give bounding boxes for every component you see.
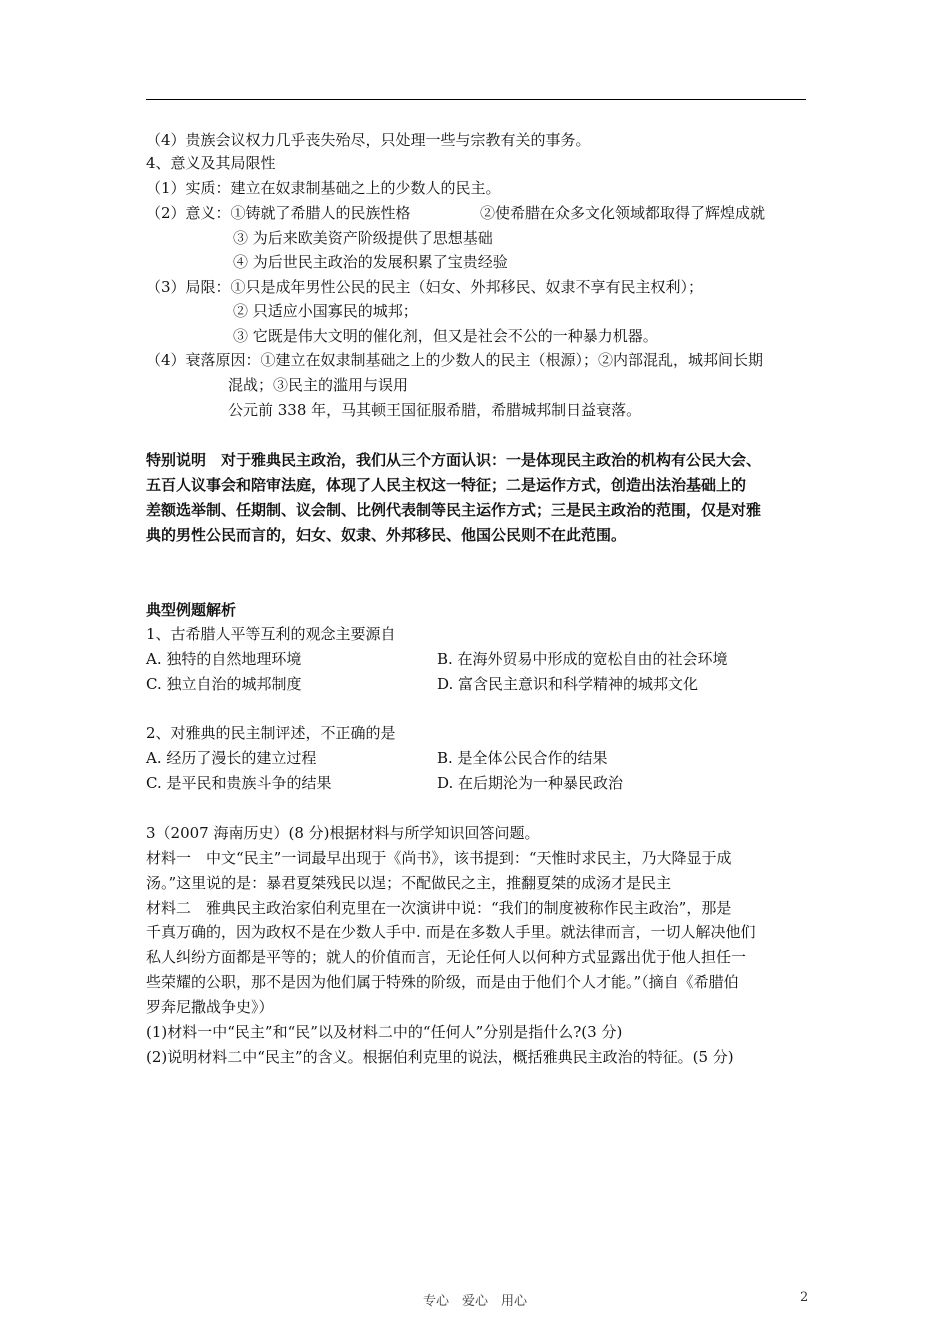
material-1-line2: 汤。”这里说的是：暴君夏桀残民以逞；不配做民之主，推翻夏桀的成汤才是民主 bbox=[146, 874, 672, 892]
significance-item-4: ④ 为后世民主政治的发展积累了宝贵经验 bbox=[233, 253, 508, 271]
question-1-option-c: C. 独立自治的城邦制度 bbox=[146, 675, 302, 693]
decline-item-line3: 公元前 338 年，马其顿王国征服希腊，希腊城邦制日益衰落。 bbox=[228, 401, 642, 419]
sub-question-2: (2)说明材料二中“民主”的含义。根据伯利克里的说法，概括雅典民主政治的特征。(5 分) bbox=[146, 1048, 734, 1066]
examples-heading: 典型例题解析 bbox=[146, 601, 237, 619]
material-2-line3: 私人纠纷方面都是平等的；就人的价值而言，无论任何人以何种方式显露出优于他人担任一 bbox=[146, 948, 747, 966]
sub-question-1: (1)材料一中“民主”和“民”以及材料二中的“任何人”分别是指什么?(3 分) bbox=[146, 1023, 623, 1041]
special-note-line3: 差额选举制、任期制、议会制、比例代表制等民主运作方式；三是民主政治的范围，仅是对雅 bbox=[146, 501, 762, 519]
limitation-item-1: （3）局限：①只是成年男性公民的民主（妇女、外邦移民、奴隶不享有民主权利）； bbox=[146, 278, 704, 296]
question-1-option-b: B. 在海外贸易中形成的宽松自由的社会环境 bbox=[437, 650, 728, 668]
special-note-line1: 特别说明 对于雅典民主政治，我们从三个方面认识：一是体现民主政治的机构有公民大会、 bbox=[146, 451, 762, 469]
material-2-line4: 些荣耀的公职，那不是因为他们属于特殊的阶级，而是由于他们个人才能。”（摘自《希腊伯 bbox=[146, 973, 739, 991]
question-2-option-c: C. 是平民和贵族斗争的结果 bbox=[146, 774, 332, 792]
question-1-option-d: D. 富含民主意识和科学精神的城邦文化 bbox=[437, 675, 699, 693]
question-1-option-a: A. 独特的自然地理环境 bbox=[146, 650, 302, 668]
limitation-item-3: ③ 它既是伟大文明的催化剂，但又是社会不公的一种暴力机器。 bbox=[233, 327, 658, 345]
material-1-line1: 材料一 中文“民主”一词最早出现于《尚书》，该书提到：“天惟时求民主，乃大降显于成 bbox=[146, 849, 732, 867]
footer-motto: 专心 爱心 用心 bbox=[422, 1294, 527, 1309]
question-2-option-d: D. 在后期沦为一种暴民政治 bbox=[437, 774, 624, 792]
question-2-option-b: B. 是全体公民合作的结果 bbox=[437, 749, 608, 767]
header-rule bbox=[146, 99, 806, 100]
question-1-stem: 1、古希腊人平等互利的观念主要源自 bbox=[146, 625, 396, 643]
limitation-item-2: ② 只适应小国寡民的城邦； bbox=[233, 302, 418, 320]
significance-item-3: ③ 为后来欧美资产阶级提供了思想基础 bbox=[233, 229, 493, 247]
special-note-line2: 五百人议事会和陪审法庭，体现了人民主权这一特征；二是运作方式，创造出法治基础上的 bbox=[146, 476, 747, 494]
material-2-line2: 千真万确的，因为政权不是在少数人手中. 而是在多数人手里。就法律而言，一切人解决他们 bbox=[146, 923, 756, 941]
essence-item: （1）实质：建立在奴隶制基础之上的少数人的民主。 bbox=[146, 179, 501, 197]
question-2-stem: 2、对雅典的民主制评述，不正确的是 bbox=[146, 724, 396, 742]
section-heading: 4、意义及其局限性 bbox=[146, 154, 276, 172]
special-note-line4: 典的男性公民而言的，妇女、奴隶、外邦移民、他国公民则不在此范围。 bbox=[146, 526, 627, 544]
material-2-line5: 罗奔尼撒战争史》） bbox=[146, 998, 274, 1016]
decline-item-line1: （4）衰落原因：①建立在奴隶制基础之上的少数人的民主（根源）；②内部混乱，城邦间长期 bbox=[146, 351, 764, 369]
question-3-stem: 3（2007 海南历史）(8 分)根据材料与所学知识回答问题。 bbox=[146, 824, 540, 842]
question-2-option-a: A. 经历了漫长的建立过程 bbox=[146, 749, 317, 767]
decline-item-line2: 混战；③民主的滥用与误用 bbox=[228, 376, 409, 394]
aristocratic-council-item: （4）贵族会议权力几乎丧失殆尽，只处理一些与宗教有关的事务。 bbox=[146, 131, 591, 149]
page-number: 2 bbox=[800, 1290, 809, 1305]
significance-item-2: ②使希腊在众多文化领域都取得了辉煌成就 bbox=[480, 204, 766, 222]
material-2-line1: 材料二 雅典民主政治家伯利克里在一次演讲中说：“我们的制度被称作民主政治”，那是 bbox=[146, 899, 732, 917]
significance-item-1: （2）意义：①铸就了希腊人的民族性格 bbox=[146, 204, 411, 222]
